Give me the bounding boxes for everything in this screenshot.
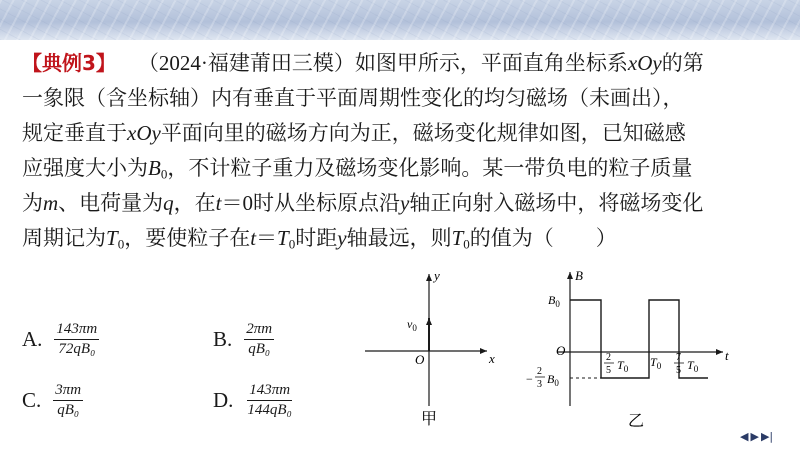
jia-origin-label: O (415, 352, 425, 367)
yi-b0-label: $B_0$ (548, 293, 560, 309)
svg-text:2: 2 (606, 352, 611, 363)
jia-x-label: x (489, 351, 495, 366)
jia-caption: 甲 (421, 411, 438, 428)
yi-t-label: t (725, 348, 729, 363)
prev-slide-button[interactable]: ◀ (740, 430, 749, 443)
example-tag: 【典例3】 (22, 51, 116, 75)
problem-line-5: 为m、电荷量为q，在t＝0时从坐标原点沿y轴正向射入磁场中，将磁场变化 (22, 191, 704, 215)
option-a-fraction: $\frac{143\pi m}{\text{72qB₀}}$ (56, 321, 98, 357)
svg-text:T0: $T_0$ (687, 358, 699, 374)
next-slide-button[interactable]: ▶ (750, 430, 759, 443)
slide-nav (740, 430, 773, 444)
yi-caption: 乙 (628, 413, 645, 430)
option-d-fraction: $\frac{143\pi m}{\text{144qB₀}}$ (247, 382, 292, 418)
jia-v0-label: $v_0$ (407, 317, 417, 333)
yi-t1-label (604, 352, 629, 376)
jia-y-label: y (434, 268, 440, 283)
problem-line-3: 规定垂直于xOy平面向里的磁场方向为正，磁场变化规律如图，已知磁感 (22, 121, 686, 145)
option-d[interactable]: D. $\frac{143\pi m}{\text{144qB₀}}$ (213, 382, 292, 418)
option-c[interactable]: C. $\frac{3\pi m}{\text{qB₀}}$ (22, 382, 82, 418)
problem-line-1: 【典例3】 （2024·福建莆田三模）如图甲所示，平面直角坐标系xOy的第 (22, 51, 704, 75)
svg-text:5: 5 (606, 365, 611, 376)
problem-line-6: 周期记为$T_0$，要使粒子在$t=T_0$时距y轴最远，则$T_0$的值为（ ） (22, 226, 617, 252)
yi-origin-label: O (556, 343, 566, 358)
figure-yi (518, 266, 748, 436)
problem-text (22, 46, 784, 256)
svg-text:T0: $T_0$ (617, 358, 629, 374)
yi-t3-label (674, 352, 699, 376)
yi-t2-label: $T_0$ (650, 355, 662, 371)
problem-line-2: 一象限（含坐标轴）内有垂直于平面周期性变化的均匀磁场（未画出）， (22, 86, 684, 110)
svg-text:B0: $B_0$ (547, 372, 559, 388)
last-slide-button[interactable]: ▶| (760, 430, 774, 443)
option-a[interactable]: A. $\frac{143\pi m}{\text{72qB₀}}$ (22, 321, 98, 357)
svg-text:3: 3 (537, 379, 542, 390)
option-b[interactable]: B. $\frac{2\pi m}{\text{qB₀}}$ (213, 321, 273, 357)
svg-text:5: 5 (676, 365, 681, 376)
option-b-fraction: $\frac{2\pi m}{\text{qB₀}}$ (246, 321, 273, 357)
svg-text:−: − (526, 372, 533, 386)
option-c-fraction: $\frac{3\pi m}{\text{qB₀}}$ (55, 382, 82, 418)
yi-b-label: B (575, 268, 583, 283)
svg-text:2: 2 (537, 366, 542, 377)
problem-line-4: 应强度大小为$B_0$，不计粒子重力及磁场变化影响。某一带负电的粒子质量 (22, 156, 693, 182)
figure-jia (355, 266, 505, 431)
yi-neg-b0-label (526, 366, 559, 390)
title-bar-texture (0, 0, 800, 40)
svg-text:7: 7 (676, 352, 681, 363)
title-bar (0, 0, 800, 40)
